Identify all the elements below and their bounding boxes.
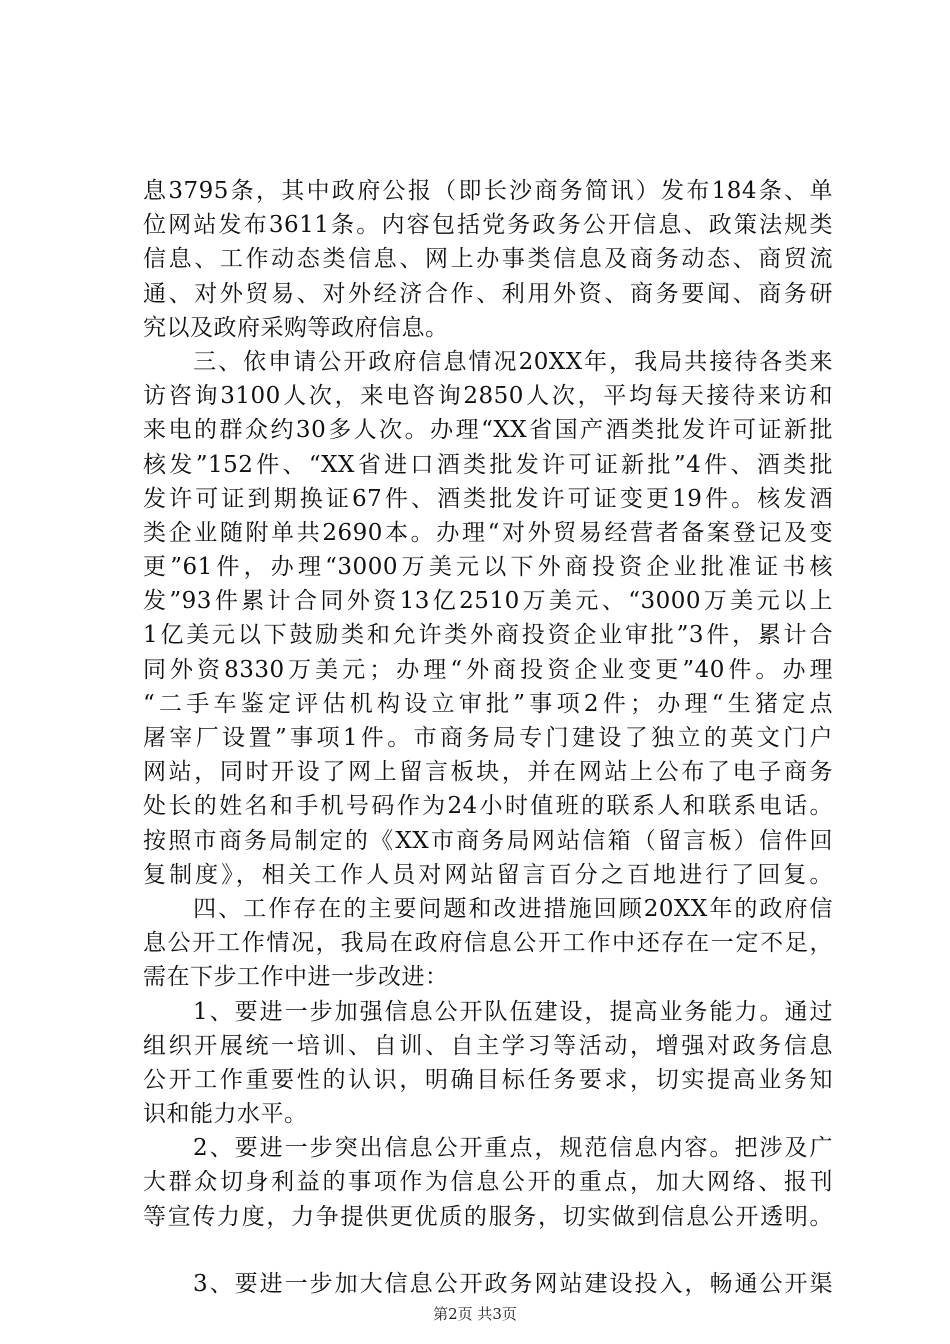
text-line: 需在下步工作中进一步改进： [143,964,449,991]
text-line: 究以及政府采购等政府信息。 [143,314,449,341]
text-line: 2、要进一步突出信息公开重点，规范信息内容。把涉及广 [143,1135,833,1162]
text-line: 网站，同时开设了网上留言板块，并在网站上公布了电子商务 [143,759,833,786]
paragraph-gap [143,1234,833,1267]
text-line: 同外资8330万美元；办理“外商投资企业变更”40件。办理 [143,656,833,683]
text-line: 1、要进一步加强信息公开队伍建设，提高业务能力。通过 [143,998,833,1025]
body-text [143,174,833,1301]
text-line: 类企业随附单共2690本。办理“对外贸易经营者备案登记及变 [143,519,833,546]
text-line: 发”93件累计合同外资13亿2510万美元、“3000万美元以上 [143,588,833,615]
text-line: 公开工作重要性的认识，明确目标任务要求，切实提高业务知 [143,1066,833,1093]
text-line: 更”61件，办理“3000万美元以下外商投资企业批准证书核 [143,554,833,581]
text-line: 复制度》，相关工作人员对网站留言百分之百地进行了回复。 [143,861,833,888]
text-line: 信息、工作动态类信息、网上办事类信息及商务动态、商贸流 [143,246,833,273]
text-line: “二手车鉴定评估机构设立审批”事项2件；办理“生猪定点 [143,690,833,717]
text-line: 息3795条，其中政府公报（即长沙商务简讯）发布184条、单 [143,178,833,204]
text-line: 四、工作存在的主要问题和改进措施回顾20XX年的政府信 [143,895,833,922]
text-line: 3、要进一步加大信息公开政务网站建设投入，畅通公开渠 [143,1270,833,1297]
text-line: 屠宰厂设置”事项1件。市商务局专门建设了独立的英文门户 [143,725,833,751]
text-line: 位网站发布3611条。内容包括党务政务公开信息、政策法规类 [143,212,833,239]
text-line: 通、对外贸易、对外经济合作、利用外资、商务要闻、商务研 [143,280,833,307]
text-line: 组织开展统一培训、自训、自主学习等活动，增强对政务信息 [143,1032,833,1059]
text-line: 三、依申请公开政府信息情况20XX年，我局共接待各类来 [143,348,833,375]
text-line: 按照市商务局制定的《XX市商务局网站信箱（留言板）信件回 [143,827,833,854]
text-line: 来电的群众约30多人次。办理“XX省国产酒类批发许可证新批 [143,417,833,444]
text-line: 核发”152件、“XX省进口酒类批发许可证新批”4件、酒类批 [143,451,833,478]
text-line: 处长的姓名和手机号码作为24小时值班的联系人和联系电话。 [143,793,833,820]
page-footer: 第2页 共3页 [433,1305,517,1323]
text-line: 等宣传力度，力争提供更优质的服务，切实做到信息公开透明。 [143,1203,833,1230]
text-line: 大群众切身利益的事项作为信息公开的重点，加大网络、报刊 [143,1169,833,1196]
text-line: 发许可证到期换证67件、酒类批发许可证变更19件。核发酒 [143,485,833,512]
text-line: 访咨询3100人次，来电咨询2850人次，平均每天接待来访和 [143,383,833,410]
text-line: 息公开工作情况，我局在政府信息公开工作中还存在一定不足， [143,930,833,957]
text-line: 识和能力水平。 [143,1101,308,1128]
text-line: 1亿美元以下鼓励类和允许类外商投资企业审批”3件，累计合 [143,622,833,649]
